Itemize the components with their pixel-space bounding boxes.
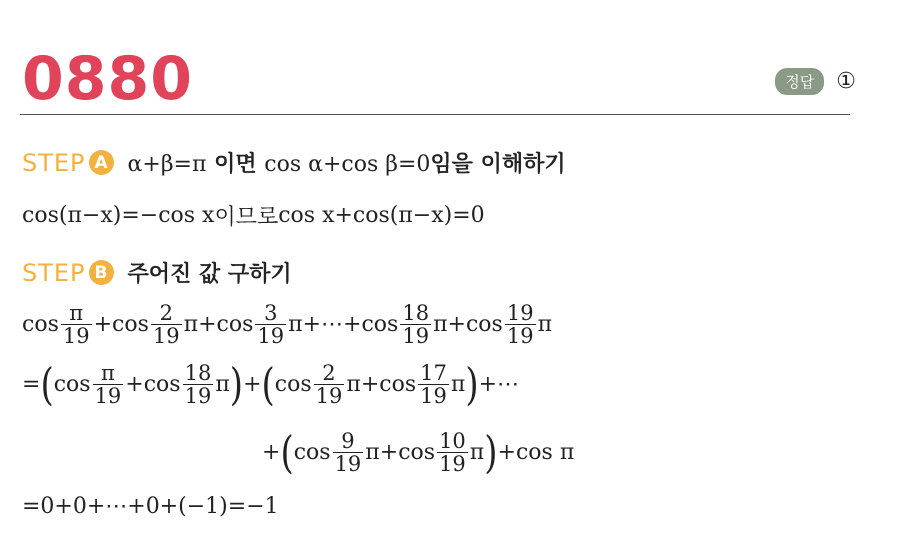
numerator: π	[101, 361, 115, 385]
open-paren: (	[280, 426, 294, 479]
fraction	[418, 362, 449, 407]
plus-sign: +	[125, 372, 144, 398]
step-b-label: STEP	[22, 258, 86, 287]
cos-term: cos	[143, 372, 181, 398]
step-a-title-math: α+β=π	[127, 152, 207, 177]
fraction	[151, 302, 182, 347]
fraction	[400, 302, 431, 347]
cos-pi-term: +cos π	[497, 440, 575, 466]
denominator: 19	[62, 324, 90, 349]
sum-line	[22, 302, 552, 347]
result-text: =0+0+⋯+0+(−1)=−1	[22, 494, 279, 519]
close-paren: )	[465, 358, 479, 411]
identity-line	[22, 200, 485, 231]
fraction	[61, 302, 92, 347]
plus-sign: +	[262, 440, 281, 466]
denominator: 19	[334, 452, 362, 477]
fraction	[183, 362, 214, 407]
answer-box	[775, 68, 856, 95]
close-paren: )	[484, 426, 498, 479]
cos-term: cos	[216, 312, 254, 338]
cos-term: cos	[398, 440, 436, 466]
cos-term: cos	[53, 372, 91, 398]
pi-symbol: π	[450, 372, 466, 398]
cos-term: cos	[22, 312, 59, 338]
denominator: 19	[402, 324, 430, 349]
plus-sign: +	[198, 312, 217, 338]
fraction	[314, 362, 345, 407]
step-a-title-math2: cos α+cos β=0	[264, 152, 431, 177]
numerator: 19	[506, 301, 534, 325]
denominator: 19	[420, 384, 447, 409]
header-divider	[20, 114, 850, 115]
open-paren: (	[261, 358, 275, 411]
cos-term: cos	[293, 440, 331, 466]
denominator: 19	[257, 324, 285, 349]
equals-sign: =	[22, 372, 41, 398]
step-a-label: STEP	[22, 148, 86, 177]
step-a-title	[128, 147, 566, 178]
cos-term: cos	[112, 312, 149, 338]
fraction	[255, 302, 286, 347]
numerator: 2	[322, 361, 336, 385]
numerator: π	[69, 301, 84, 325]
problem-number: 0880	[22, 44, 193, 114]
result-line	[22, 494, 279, 519]
numerator: 2	[159, 301, 173, 325]
denominator: 19	[94, 384, 122, 409]
answer-value: ①	[836, 69, 856, 94]
answer-badge: 정답	[775, 68, 824, 95]
step-a-badge: A	[89, 150, 114, 175]
cos-term: cos	[274, 372, 312, 398]
fraction	[437, 430, 468, 475]
pi-symbol: π	[365, 440, 380, 466]
identity-math1: cos(π−x)=−cos x	[22, 203, 215, 228]
numerator: 3	[264, 301, 278, 325]
step-b-badge: B	[89, 260, 114, 285]
close-paren: )	[229, 358, 244, 411]
denominator: 19	[439, 452, 466, 477]
cos-term: cos	[379, 372, 417, 398]
numerator: 18	[402, 301, 430, 325]
step-b-title: 주어진 값 구하기	[127, 262, 292, 287]
last-group-line: + ( cos $\frac{9}{19}$ π + cos $\frac{10}{19}$ π ) +cos π	[262, 426, 575, 479]
denominator: 19	[184, 384, 212, 409]
numerator: 9	[341, 429, 355, 453]
pi-symbol: π	[537, 312, 553, 338]
pi-symbol: π	[288, 312, 303, 338]
pi-symbol: π	[433, 312, 448, 338]
fraction	[505, 302, 536, 347]
grouped-line	[22, 358, 520, 411]
pi-symbol: π	[215, 372, 230, 398]
step-a-header	[22, 147, 566, 178]
step-b-header	[22, 257, 292, 288]
plus-sign: +	[360, 372, 380, 398]
cos-term: cos	[361, 312, 399, 338]
plus-sign: +	[447, 312, 466, 338]
pi-symbol: π	[346, 372, 361, 398]
plus-sign: +	[93, 312, 113, 338]
step-a-title-text2: 임을 이해하기	[430, 152, 566, 177]
ellipsis: +⋯	[478, 372, 520, 398]
pi-symbol: π	[183, 312, 199, 338]
identity-math2: cos x+cos(π−x)=0	[278, 203, 485, 228]
step-a-title-text1: 이면	[206, 152, 265, 177]
denominator: 19	[315, 384, 343, 409]
denominator: 19	[152, 324, 180, 349]
numerator: 18	[184, 361, 212, 385]
denominator: 19	[506, 324, 534, 349]
numerator: 10	[439, 429, 466, 453]
plus-sign: +	[243, 372, 262, 398]
open-paren: (	[40, 358, 54, 411]
cos-term: cos	[465, 312, 503, 338]
pi-symbol: π	[469, 440, 485, 466]
fraction	[93, 362, 124, 407]
ellipsis: +⋯+	[302, 312, 362, 338]
identity-text: 이므로	[214, 205, 279, 230]
fraction	[333, 430, 364, 475]
numerator: 17	[420, 361, 447, 385]
